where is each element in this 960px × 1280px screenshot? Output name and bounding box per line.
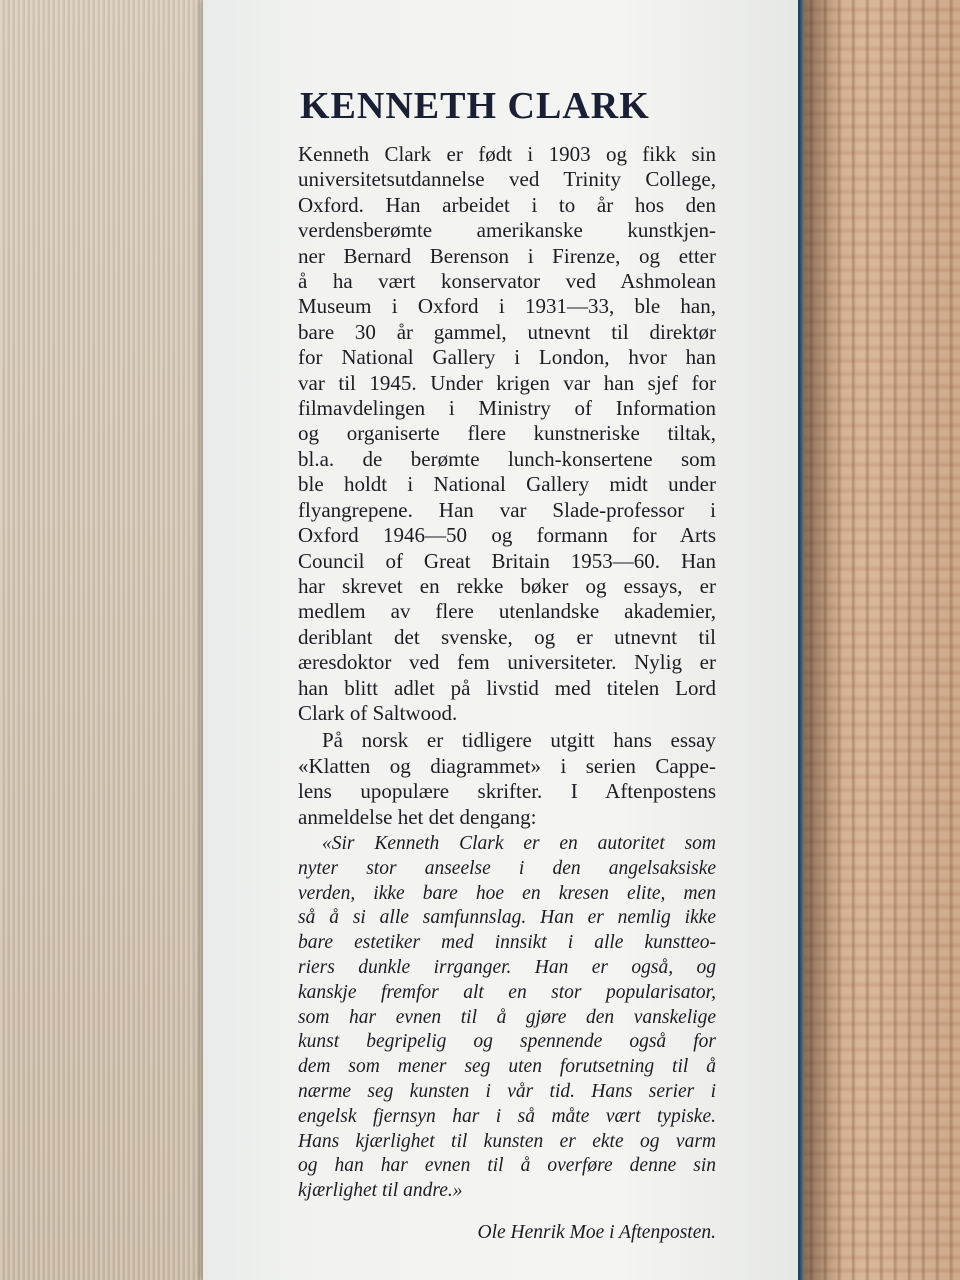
quote-line: nærme seg kunsten i vår tid. Hans serier i [298, 1080, 716, 1102]
quote-line: som har evnen til å gjøre den vanskelige [298, 1006, 716, 1028]
text-line: Oxford 1946—50 og formann for Arts [298, 523, 716, 548]
text-line: bl.a. de berømte lunch-konsertene som [298, 446, 716, 471]
quote-line: kjærlighet til andre.» [298, 1180, 463, 1202]
essay-paragraph [298, 728, 716, 830]
text-line: Kenneth Clark er født i 1903 og fikk sin [298, 142, 716, 166]
text-line: Clark of Saltwood. [298, 700, 458, 725]
text-line: filmavdelingen i Ministry of Information [298, 396, 716, 421]
text-line: æresdoktor ved fem universiteter. Nylig er [298, 650, 716, 675]
text-line: har skrevet en rekke bøker og essays, er [298, 573, 716, 598]
text-line: Oxford. Han arbeidet i to år hos den [298, 192, 716, 217]
text-line: Museum i Oxford i 1931—33, ble han, [298, 294, 716, 319]
text-line: anmeldelse het det dengang: [298, 804, 537, 829]
quote-line: riers dunkle irrganger. Han er også, og [298, 956, 716, 978]
ridged-backboard [0, 0, 210, 1280]
quote-line: kunst begripelig og spennende også for [298, 1031, 716, 1053]
wood-shadow [800, 0, 840, 1280]
quote-line: verden, ikke bare hoe en kresen elite, men [298, 882, 716, 904]
quote-line: og han har evnen til å overføre denne sin [298, 1155, 716, 1177]
review-quote [298, 832, 716, 1204]
text-line: Council of Great Britain 1953—60. Han [298, 548, 716, 573]
quote-line: kanskje fremfor alt en stor popularisator, [298, 981, 716, 1003]
text-line: å ha vært konservator ved Ashmolean [298, 269, 716, 294]
text-line: han blitt adlet på livstid med titelen Lord [298, 675, 716, 700]
quote-line: dem som mener seg uten forutsetning til å [298, 1056, 716, 1078]
text-line: for National Gallery i London, hvor han [298, 345, 716, 370]
text-line: universitetsutdannelse ved Trinity College, [298, 167, 716, 192]
quote-attribution: Ole Henrik Moe i Aftenposten. [477, 1221, 716, 1243]
quote-line: bare estetiker med innsikt i alle kunstteo- [298, 932, 716, 954]
quote-line: så å si alle samfunnslag. Han er nemlig ikke [298, 907, 716, 929]
text-line: lens upopulære skrifter. I Aftenpostens [298, 779, 716, 804]
text-line: ble holdt i National Gallery midt under [298, 472, 716, 497]
text-line: medlem av flere utenlandske akademier, [298, 599, 716, 624]
quote-line: Hans kjærlighet til kunsten er ekte og varm [298, 1130, 716, 1152]
text-line: På norsk er tidligere utgitt hans essay [322, 728, 716, 753]
author-heading: KENNETH CLARK [300, 85, 650, 127]
text-line: var til 1945. Under krigen var han sjef for [298, 370, 716, 395]
text-line: verdensberømte amerikanske kunstkjen- [298, 218, 716, 243]
quote-line: «Sir Kenneth Clark er en autoritet som [322, 832, 716, 854]
text-line: bare 30 år gammel, utnevnt til direktør [298, 319, 716, 344]
text-line: deriblant det svenske, og er utnevnt til [298, 624, 716, 649]
text-line: flyangrepene. Han var Slade-professor i [298, 497, 716, 522]
flap-text [298, 84, 716, 1244]
text-line: «Klatten og diagrammet» i serien Cappe- [298, 753, 716, 778]
quote-line: engelsk fjernsyn har i så måte vært typiske. [298, 1105, 716, 1127]
quote-line: nyter stor anseelse i den angelsaksiske [298, 857, 716, 879]
text-line: og organiserte flere kunstneriske tiltak, [298, 421, 716, 446]
text-line: ner Bernard Berenson i Firenze, og etter [298, 243, 716, 268]
biography-paragraph [298, 142, 716, 726]
